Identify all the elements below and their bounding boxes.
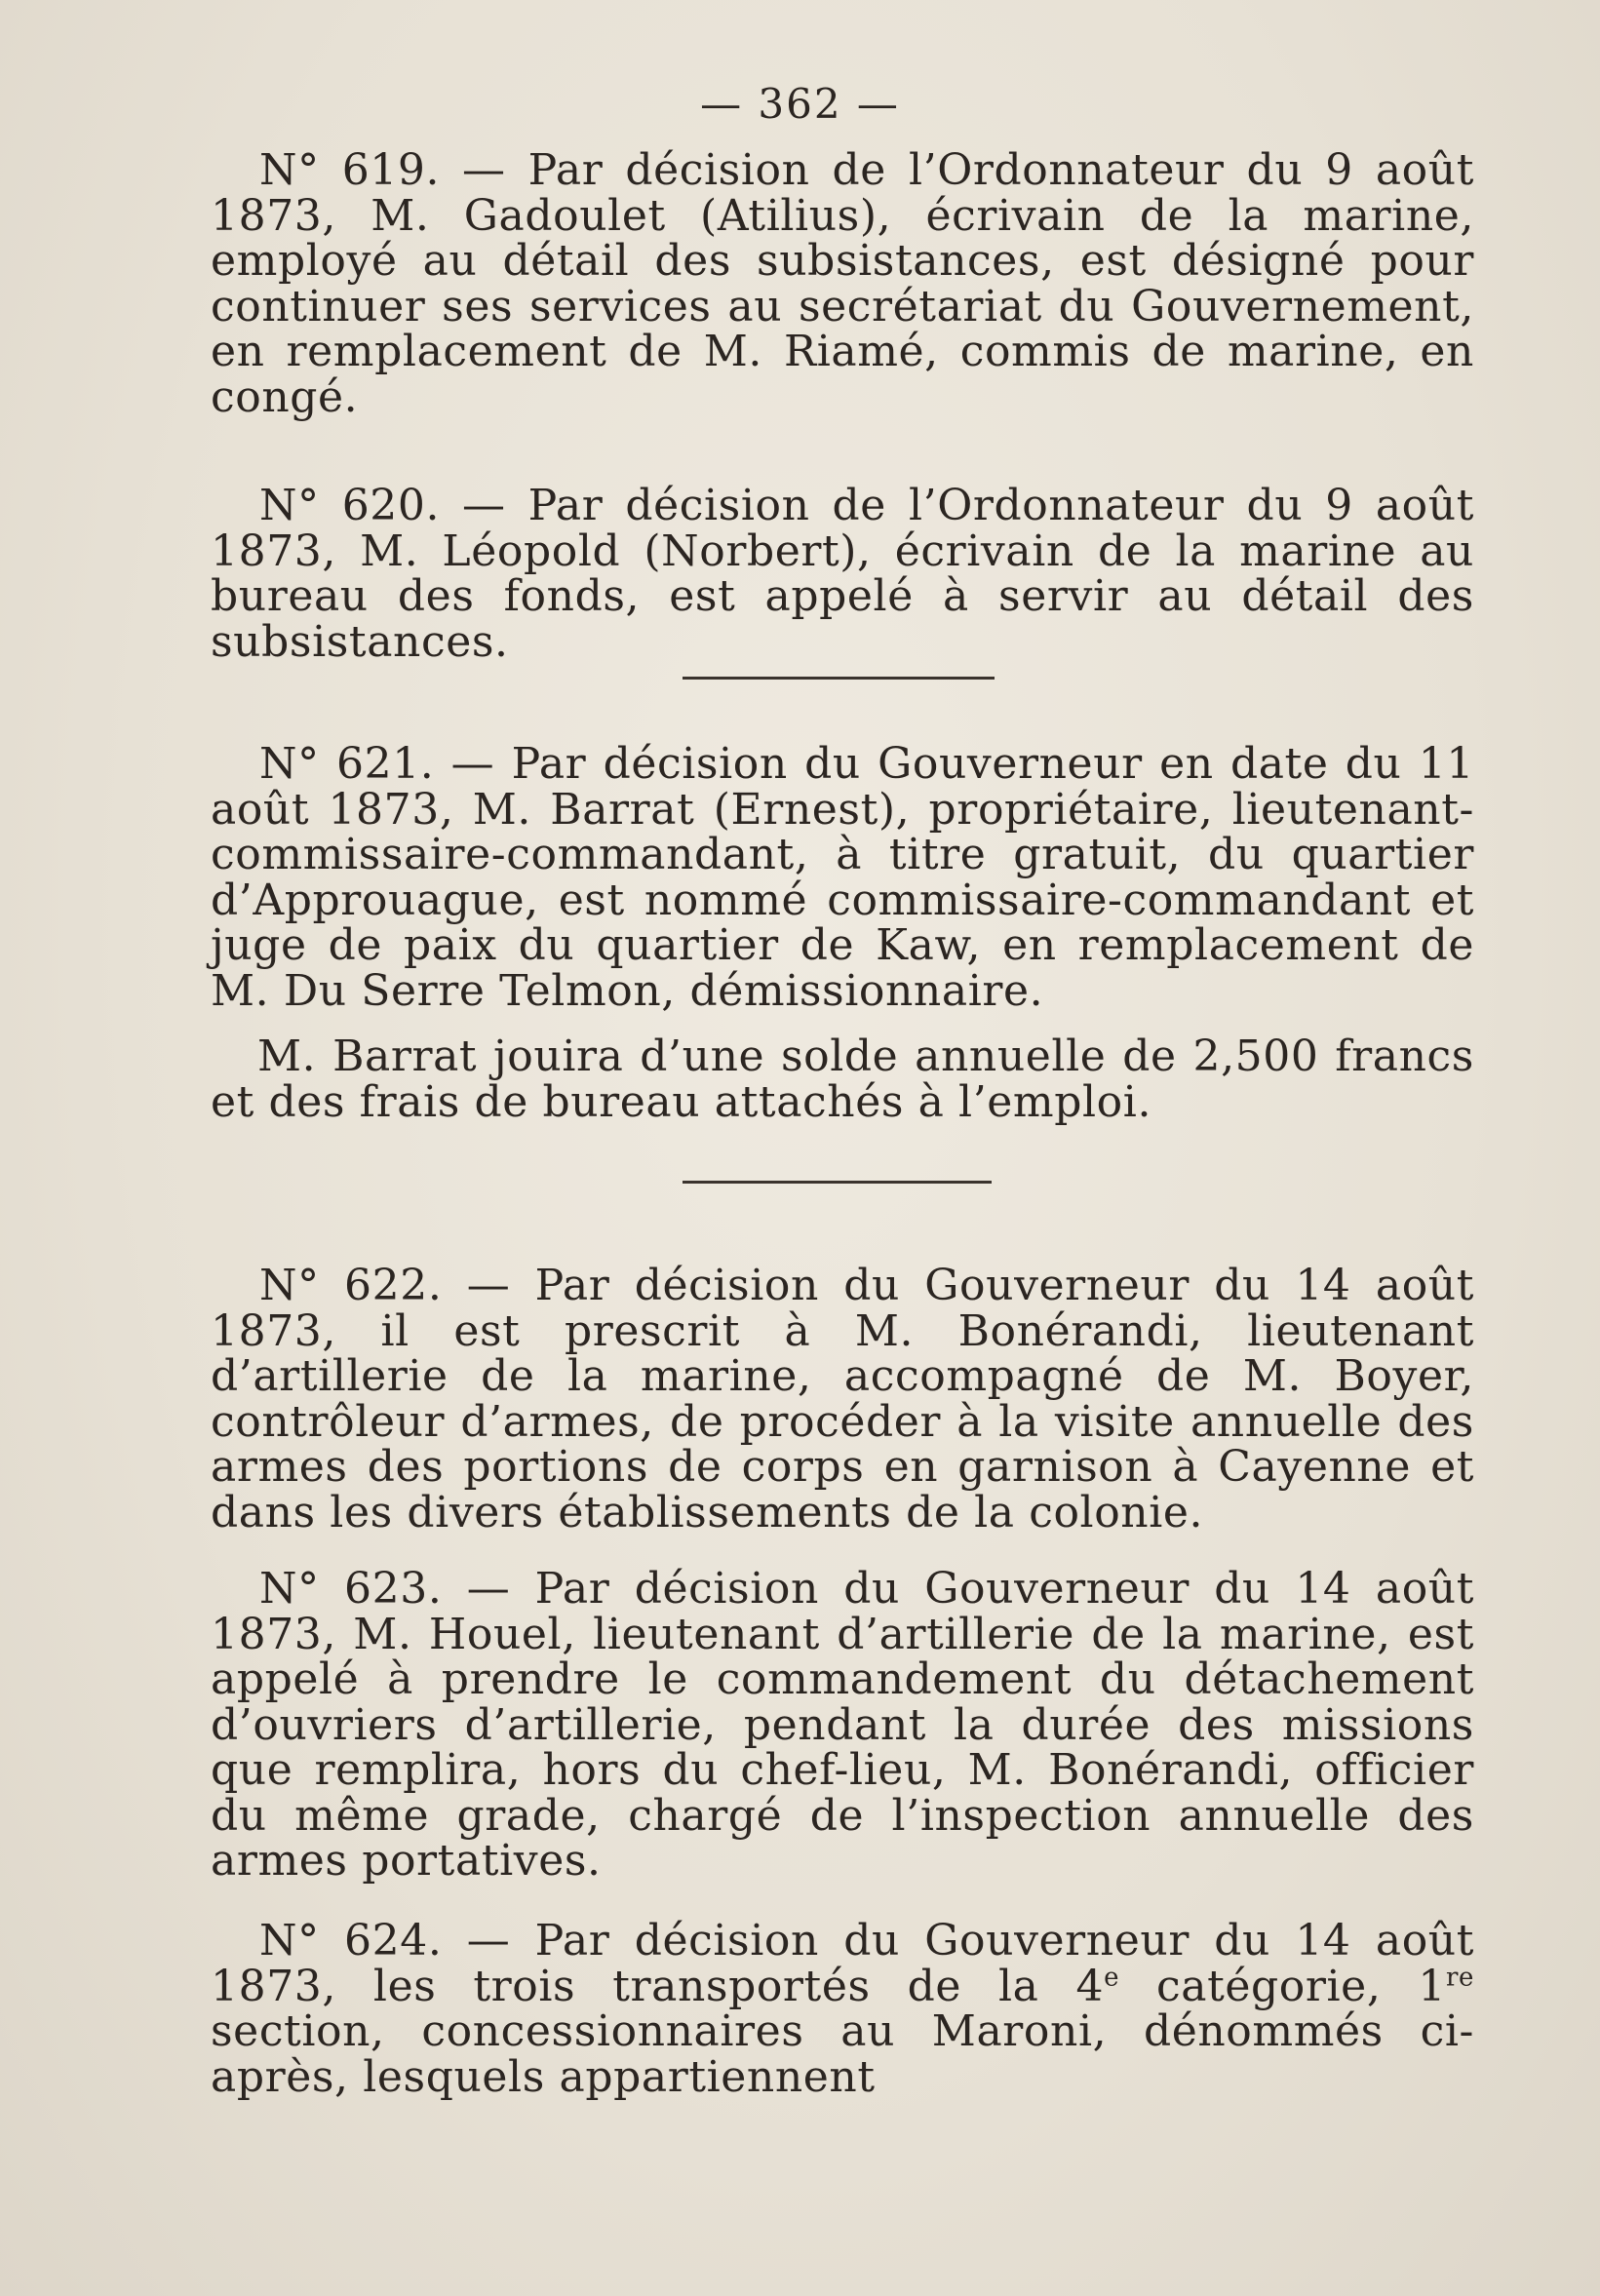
- entry-622: N° 622. — Par décision du Gouverneur du 14 août 1873, il est prescrit à M. Bonérandi, lieutenant d’artillerie de la marine, accompagné de M. Boyer, contrôleur d’armes, de procéder à la visite annuelle des armes des portions de corps en garnison à Cayenne et dans les divers établissements de la colonie.: [211, 1261, 1474, 1537]
- entry-621: N° 621. — Par décision du Gouverneur en date du 11 août 1873, M. Barrat (Ernest), propriétaire, lieutenant-commissaire-commandant, à titre gratuit, du quartier d’Approuague, est nommé commissaire-commandant et juge de paix du quartier de Kaw, en remplacement de M. Du Serre Telmon, démissionnaire.: [211, 739, 1474, 1016]
- entry-624: [211, 1916, 1474, 2102]
- entry-624-superscript-re: re: [1445, 1962, 1474, 1992]
- entry-623: N° 623. — Par décision du Gouverneur du 14 août 1873, M. Houel, lieutenant d’artillerie de la marine, est appelé à prendre le commandement du détachement d’ouvriers d’artillerie, pendant la durée des missions que remplira, hors du chef-lieu, M. Bonérandi, officier du même grade, chargé de l’inspection annuelle des armes portatives.: [211, 1564, 1474, 1886]
- separator-rule: [683, 677, 995, 680]
- entry-624-superscript-e: e: [1104, 1962, 1120, 1992]
- entry-619: N° 619. — Par décision de l’Ordonnateur du 9 août 1873, M. Gadoulet (Atilius), écrivain de la marine, employé au détail des subsistances, est désigné pour continuer ses services au secrétariat du Gouvernement, en remplacement de M. Riamé, commis de marine, en congé.: [211, 145, 1474, 422]
- entry-624-text-end: section, concessionnaires au Maroni, dénommés ci-après, lesquels appartiennent: [211, 2006, 1474, 2102]
- entry-624-text-mid: catégorie, 1: [1119, 1961, 1446, 2011]
- entry-624-text-start: N° 624. — Par décision du Gouverneur du 14 août 1873, les trois transportés de la 4: [211, 1916, 1474, 2011]
- entry-621-continuation: M. Barrat jouira d’une solde annuelle de 2,500 francs et des frais de bureau attachés à l’emploi.: [211, 1031, 1474, 1127]
- separator-rule: [683, 1181, 992, 1184]
- page-number: — 362 —: [700, 80, 900, 128]
- entry-620: N° 620. — Par décision de l’Ordonnateur du 9 août 1873, M. Léopold (Norbert), écrivain de la marine au bureau des fonds, est appelé à servir au détail des subsistances.: [211, 481, 1474, 667]
